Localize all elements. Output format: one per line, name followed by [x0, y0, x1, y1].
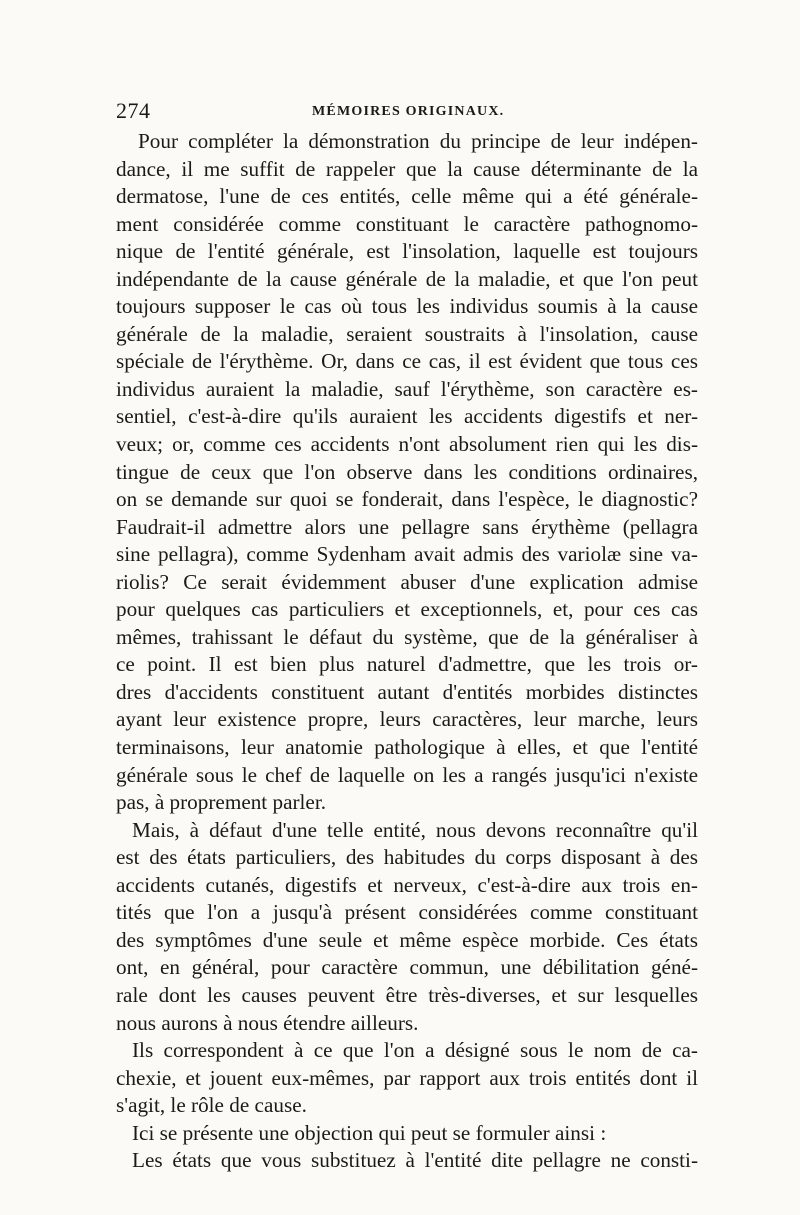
text-line: pour quelques cas particuliers et exceptionnels, et, pour ces cas	[116, 597, 698, 622]
text-line: s'agit, le rôle de cause.	[116, 1093, 307, 1118]
text-line: générale de la maladie, seraient soustraits à l'insolation, cause	[116, 321, 698, 346]
text-line: ment considérée comme constituant le caractère pathognomo-	[116, 211, 698, 236]
text-line: dance, il me suffit de rappeler que la cause déterminante de la	[116, 156, 698, 181]
text-line: ont, en général, pour caractère commun, une débilitation géné-	[116, 955, 698, 980]
text-line: Pour compléter la démonstration du principe de leur indépen-	[138, 129, 698, 153]
text-line: ayant leur existence propre, leurs caractères, leur marche, leurs	[116, 707, 698, 732]
text-line: spéciale de l'érythème. Or, dans ce cas, il est évident que tous ces	[116, 349, 698, 374]
text-line: générale sous le chef de laquelle on les a rangés jusqu'ici n'existe	[116, 762, 698, 787]
page-number: 274	[116, 98, 151, 123]
text-line: on se demande sur quoi se fonderait, dans l'espèce, le diagnostic?	[116, 487, 698, 512]
text-line: Ils correspondent à ce que l'on a désigné sous le nom de ca-	[132, 1038, 698, 1063]
text-line: toujours supposer le cas où tous les individus soumis à la cause	[116, 294, 698, 319]
text-line: des symptômes d'une seule et même espèce morbide. Ces états	[116, 927, 698, 952]
text-line: pas, à proprement parler.	[116, 790, 327, 815]
text-line: rale dont les causes peuvent être très-diverses, et sur lesquelles	[116, 982, 698, 1007]
text-line: riolis? Ce serait évidemment abuser d'une explication admise	[116, 569, 698, 594]
body-text	[116, 128, 698, 1175]
text-line: Mais, à défaut d'une telle entité, nous devons reconnaître qu'il	[132, 817, 698, 842]
text-line: Faudrait-il admettre alors une pellagre sans érythème (pellagra	[116, 514, 698, 539]
text-line: veux; or, comme ces accidents n'ont absolument rien qui les dis-	[116, 432, 698, 457]
text-line: sine pellagra), comme Sydenham avait admis des variolæ sine va-	[116, 542, 698, 567]
running-head	[116, 98, 698, 124]
text-line: mêmes, trahissant le défaut du système, que de la généraliser à	[116, 624, 698, 649]
text-line: est des états particuliers, des habitudes du corps disposant à des	[116, 845, 698, 870]
text-line: tités que l'on a jusqu'à présent considérées comme constituant	[116, 900, 698, 925]
text-line: Ici se présente une objection qui peut se formuler ainsi :	[132, 1120, 607, 1145]
text-line: nique de l'entité générale, est l'insolation, laquelle est toujours	[116, 239, 698, 264]
text-line: accidents cutanés, digestifs et nerveux, c'est-à-dire aux trois en-	[116, 872, 698, 897]
text-line: indépendante de la cause générale de la maladie, et que l'on peut	[116, 266, 698, 291]
text-line: dermatose, l'une de ces entités, celle même qui a été générale-	[116, 184, 698, 209]
text-line: sentiel, c'est-à-dire qu'ils auraient les accidents digestifs et ner-	[116, 404, 698, 429]
text-line: ce point. Il est bien plus naturel d'admettre, que les trois or-	[116, 652, 698, 677]
text-line: chexie, et jouent eux-mêmes, par rapport aux trois entités dont il	[116, 1065, 698, 1090]
text-line: nous aurons à nous étendre ailleurs.	[116, 1010, 419, 1035]
text-line: dres d'accidents constituent autant d'entités morbides distinctes	[116, 679, 698, 704]
text-line: tingue de ceux que l'on observe dans les conditions ordinaires,	[116, 459, 698, 484]
running-title: MÉMOIRES ORIGINAUX.	[312, 104, 505, 119]
text-line: Les états que vous substituez à l'entité dite pellagre ne consti-	[132, 1148, 698, 1173]
text-line: terminaisons, leur anatomie pathologique à elles, et que l'entité	[116, 735, 698, 760]
text-line: individus auraient la maladie, sauf l'érythème, son caractère es-	[116, 376, 698, 401]
